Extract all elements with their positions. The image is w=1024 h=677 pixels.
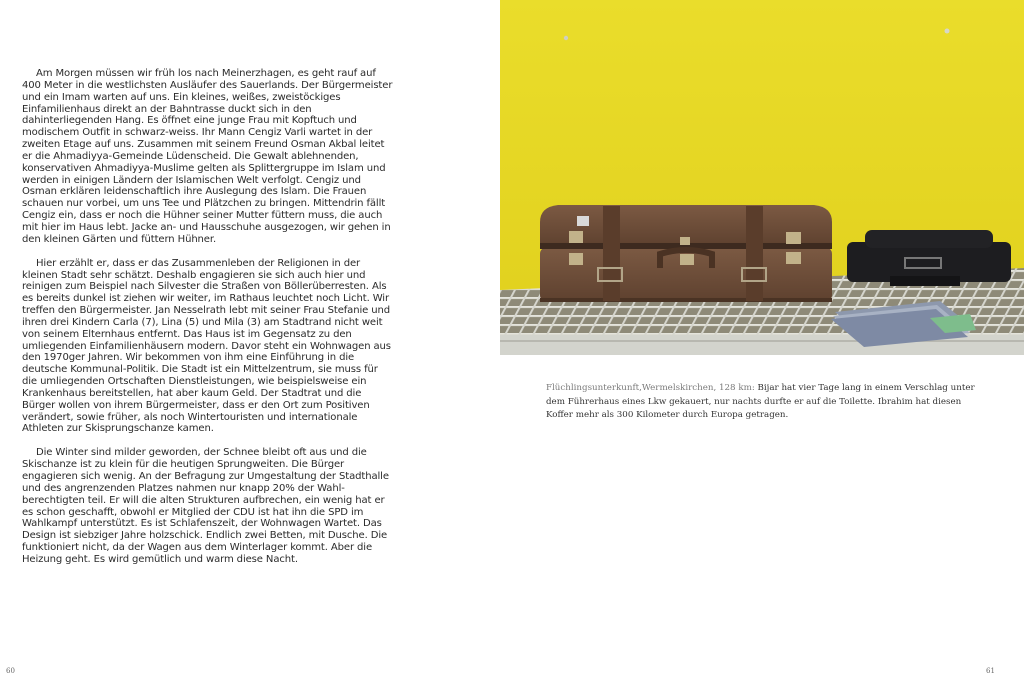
article-paragraph-2: Hier erzählt er, dass er das Zusammenleben der Religionen in der kleinen Stadt sehr schätzt. Deshalb engagieren sie sich auch hier und reinigen zum Beispiel nach Silvester die Straßen von Böllerüberresten. Als es bereits dunkel ist ziehen wir weiter, im Rathaus leuchtet noch Licht. Wir treffen den Bürgermeister. Jan Nesselrath lebt mit seiner Frau Stefanie und ihren drei Kindern Carla (7), Lina (5) und Mila (3) am Stadtrand nicht weit von seinem Elternhaus entfernt. Das Haus ist im Gegensatz zu den umliegenden Einfamilienhäusern modern. Davor steht ein Wohnwagen aus den 1970ger Jahren. Wir bekommen von ihm eine Einführung in die deutsche Kommunal-Politik. Die Stadt ist ein Mittelzentrum, sie muss für die umliegenden Ortschaften Dienstleistungen, wie beispielsweise ein Krankenhaus bereitstellen, hat aber kaum Geld. Der Stadtrat und die Bürger wollen von ihrem Bürgermeister, dass er den Ort zum Positiven verändert, sowie früher, als noch Wintertouristen und internationale Athleten zur Skisprungschanze kamen.: [22, 257, 391, 435]
photo-caption: [546, 382, 986, 423]
black-travel-bag: [847, 230, 1011, 286]
wall-hole: [564, 36, 568, 40]
caption-text: Bijar hat vier Tage lang in einem Verschlag unter dem Führerhaus eines Lkw gekauert, nur nachts durfte er auf die Toilette. Ibrahim hat diesen Koffer mehr als 300 Kilometer durch Europa getragen.: [546, 383, 975, 420]
brown-suitcase: [540, 205, 832, 302]
suitcase-photo: [500, 0, 1024, 355]
page-number-right: 61: [986, 667, 995, 675]
article-body: [22, 68, 394, 578]
article-paragraph-3: Die Winter sind milder geworden, der Schnee bleibt oft aus und die Skischanze ist zu klein für die heutigen Sprungweiten. Die Bürger engagieren sich wenig. An der Befragung zur Umgestaltung der Stadthalle und des angrenzenden Platzes nahmen nur knapp 20% der Wahlberechtigten teil. Er will die alten Strukturen aufbrechen, ein wenig hat er es schon geschafft, obwohl er Mitglied der CDU ist hat ihn die SPD im Wahlkampf unterstützt. Es ist Schlafenszeit, der Wohnwagen Wartet. Das Design ist siebziger Jahre holzschick. Endlich zwei Betten, mit Dusche. Die funktioniert nicht, da der Wagen aus dem Winterlager kommt. Aber die Heizung geht. Es wird gemütlich und warm diese Nacht.: [22, 447, 389, 565]
suitcase-photo-illustration: [500, 0, 1024, 355]
left-page: [0, 0, 500, 677]
wall-hole: [945, 29, 950, 34]
page-number-left: 60: [6, 667, 15, 675]
article-paragraph-1: Am Morgen müssen wir früh los nach Meinerzhagen, es geht rauf auf 400 Meter in die westlichsten Ausläufer des Sauerlands. Der Bürgermeister und ein Imam warten auf uns. Ein kleines, weißes, zweistöckiges Einfamilienhaus direkt an der Bahntrasse duckt sich in den dahinterliegenden Hang. Es öffnet eine junge Frau mit Kopftuch und modischem Outfit in schwarz-weiss. Ihr Mann Cengiz Varli wartet in der zweiten Etage auf uns. Zusammen mit seinem Freund Osman Akbal leitet er die Ahmadiyya-Gemeinde Lüdenscheid. Die Gewalt ablehnenden, konservativen Ahmadiyya-Muslime gelten als Splittergruppe im Islam und werden in einigen Ländern der Islamischen Welt verfolgt. Cengiz und Osman erklären leidenschaftlich ihre Auslegung des Islam. Die Frauen schauen nur vorbei, um uns Tee und Plätzchen zu bringen. Mittendrin fällt Cengiz ein, dass er noch die Hühner seiner Mutter füttern muss, die auch mit hier im Haus lebt. Jacke an- und Hausschuhe ausgezogen, wir gehen in den kleinen Gärten und füttern Hühner.: [22, 68, 393, 245]
right-page: [500, 0, 1024, 677]
caption-location-label: Flüchlingsunterkunft,Wermelskirchen, 128 km:: [546, 383, 755, 393]
